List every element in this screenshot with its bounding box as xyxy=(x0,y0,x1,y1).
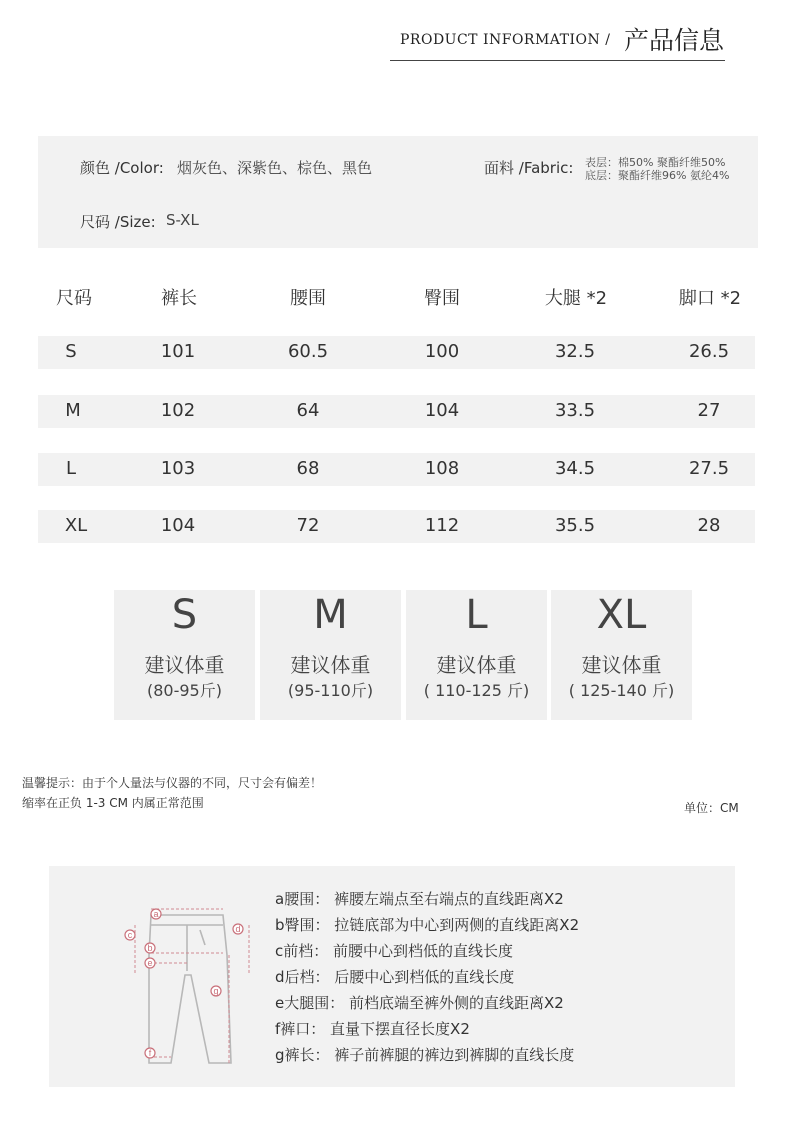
table-cell: M xyxy=(65,400,81,421)
table-cell: 35.5 xyxy=(554,515,596,536)
measure-thigh-desc: e大腿围： 前档底端至裤外侧的直线距离X2 xyxy=(275,994,564,1012)
card-size: XL xyxy=(596,592,647,638)
card-label: 建议体重 xyxy=(436,653,517,677)
card-weight-range: (95-110斤) xyxy=(287,681,374,700)
table-cell: 34.5 xyxy=(554,458,596,479)
table-cell: 112 xyxy=(424,515,460,536)
table-cell: 33.5 xyxy=(554,400,596,421)
card-weight-range: ( 110-125 斤) xyxy=(423,681,530,700)
table-cell: S xyxy=(65,341,77,362)
measure-hip-desc: b臀围： 拉链底部为中心到两侧的直线距离X2 xyxy=(275,916,580,934)
marker-label: a xyxy=(153,909,159,919)
table-cell: 60.5 xyxy=(287,341,329,362)
fabric-inner-layer: 底层：聚酯纤维96% 氨纶4% xyxy=(585,169,730,182)
measure-hem-desc: f裤口： 直量下摆直径长度X2 xyxy=(275,1020,470,1038)
card-size: S xyxy=(171,592,198,638)
table-cell: 101 xyxy=(160,341,196,362)
table-cell: 72 xyxy=(296,515,320,536)
card-label: 建议体重 xyxy=(144,653,225,677)
measure-waist-desc: a腰围： 裤腰左端点至右端点的直线距离X2 xyxy=(275,890,564,908)
header-divider xyxy=(390,60,725,61)
size-value: S-XL xyxy=(166,211,199,229)
weight-card-m xyxy=(260,590,401,720)
table-cell: 32.5 xyxy=(554,341,596,362)
table-cell: XL xyxy=(64,515,88,536)
table-cell: 102 xyxy=(160,400,196,421)
unit-text: 单位：CM xyxy=(684,801,739,815)
marker-label: d xyxy=(235,924,241,934)
table-header-thigh: 大腿 *2 xyxy=(544,288,608,309)
measure-front-rise-desc: c前档： 前腰中心到档低的直线长度 xyxy=(275,942,514,960)
table-cell: 27 xyxy=(697,400,721,421)
table-row xyxy=(38,510,755,543)
table-cell: 64 xyxy=(296,400,320,421)
color-label: 颜色 /Color: xyxy=(80,159,164,177)
table-row xyxy=(38,336,755,369)
table-cell: 108 xyxy=(424,458,460,479)
table-cell: 104 xyxy=(160,515,196,536)
table-cell: 104 xyxy=(424,400,460,421)
table-row xyxy=(38,395,755,428)
tip-text: 温馨提示：由于个人量法与仪器的不同，尺寸会有偏差！ xyxy=(22,776,323,790)
card-label: 建议体重 xyxy=(581,653,662,677)
table-cell: 28 xyxy=(697,515,721,536)
table-cell: 100 xyxy=(424,341,460,362)
marker-label: c xyxy=(127,930,133,940)
weight-card-s xyxy=(114,590,255,720)
card-size: M xyxy=(313,592,348,638)
table-header-length: 裤长 xyxy=(161,288,197,309)
measure-back-rise-desc: d后档： 后腰中心到档低的直线长度 xyxy=(275,968,515,986)
card-weight-range: ( 125-140 斤) xyxy=(568,681,675,700)
table-cell: 27.5 xyxy=(688,458,730,479)
pants-diagram-icon xyxy=(105,895,265,1075)
marker-label: g xyxy=(213,986,219,996)
weight-card-l xyxy=(406,590,547,720)
tolerance-text: 缩率在正负 1-3 CM 内属正常范围 xyxy=(22,796,204,810)
table-header-hem: 脚口 *2 xyxy=(678,288,742,309)
size-label: 尺码 /Size: xyxy=(80,213,156,231)
marker-label: e xyxy=(147,958,153,968)
marker-label: f xyxy=(148,1048,152,1058)
table-cell: 26.5 xyxy=(688,341,730,362)
card-label: 建议体重 xyxy=(290,653,371,677)
measure-length-desc: g裤长： 裤子前裤腿的裤边到裤脚的直线长度 xyxy=(275,1046,575,1064)
table-header-hip: 臀围 xyxy=(424,288,460,309)
card-size: L xyxy=(465,592,488,638)
table-header-waist: 腰围 xyxy=(290,288,326,309)
table-cell: L xyxy=(65,458,77,479)
table-header-size: 尺码 xyxy=(56,288,92,309)
marker-label: b xyxy=(147,943,153,953)
header-title-cn: 产品信息 xyxy=(624,26,725,55)
table-cell: 68 xyxy=(296,458,320,479)
header-title-en: PRODUCT INFORMATION / xyxy=(400,32,611,48)
fabric-label: 面料 /Fabric: xyxy=(484,159,574,177)
table-cell: 103 xyxy=(160,458,196,479)
color-value: 烟灰色、深紫色、棕色、黑色 xyxy=(177,159,373,177)
weight-card-xl xyxy=(551,590,692,720)
card-weight-range: (80-95斤) xyxy=(147,681,222,700)
table-row xyxy=(38,453,755,486)
fabric-outer-layer: 表层：棉50% 聚酯纤维50% xyxy=(585,156,726,169)
